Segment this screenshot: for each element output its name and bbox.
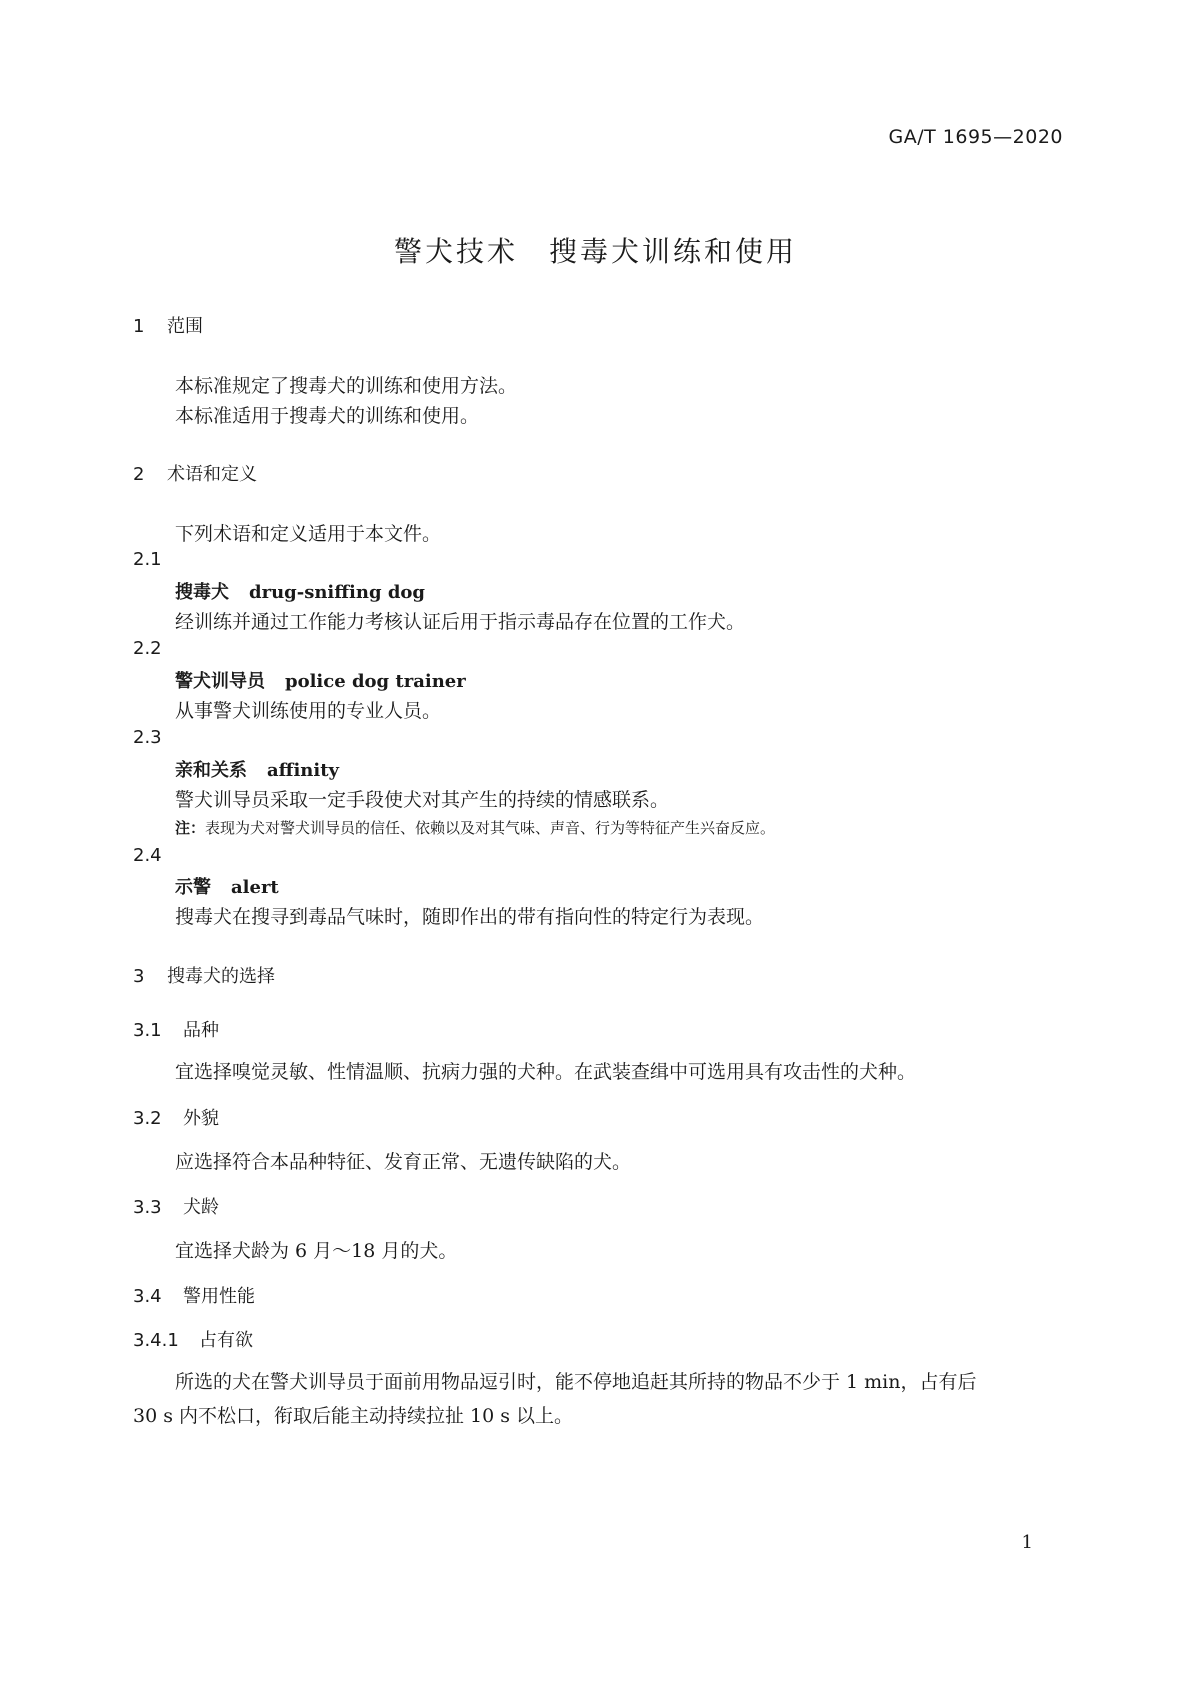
term-definition: 搜毒犬在搜寻到毒品气味时，随即作出的带有指向性的特定行为表现。 [175, 906, 765, 928]
term-entry [175, 756, 339, 782]
term-number: 2.4 [133, 845, 162, 866]
subsubsection-heading [133, 1326, 253, 1352]
paragraph: 下列术语和定义适用于本文件。 [175, 523, 442, 545]
section-number: 3 [133, 966, 145, 987]
subsection-number: 3.1 [133, 1020, 162, 1041]
standard-code: GA/T 1695—2020 [888, 126, 1063, 148]
document-title: 警犬技术 搜毒犬训练和使用 [393, 235, 797, 268]
subsection-title: 品种 [183, 1020, 219, 1041]
subsection-number: 3.2 [133, 1108, 162, 1129]
term-zh: 警犬训导员 [175, 671, 265, 692]
subsection-heading [133, 1104, 219, 1130]
paragraph: 宜选择嗅觉灵敏、性情温顺、抗病力强的犬种。在武装查缉中可选用具有攻击性的犬种。 [175, 1061, 917, 1083]
term-en: police dog trainer [285, 671, 466, 692]
term-entry [175, 667, 466, 693]
subsection-title: 警用性能 [183, 1286, 255, 1307]
term-zh: 示警 [175, 877, 211, 898]
term-number: 2.3 [133, 727, 162, 748]
page-number: 1 [1021, 1532, 1033, 1553]
paragraph: 本标准适用于搜毒犬的训练和使用。 [175, 405, 480, 427]
subsection-number: 3.3 [133, 1197, 162, 1218]
term-number: 2.1 [133, 549, 162, 570]
subsection-heading [133, 1193, 219, 1219]
term-note [175, 817, 775, 838]
term-definition: 经训练并通过工作能力考核认证后用于指示毒品存在位置的工作犬。 [175, 611, 746, 633]
section-title: 搜毒犬的选择 [167, 966, 275, 987]
section-number: 1 [133, 316, 145, 337]
term-entry [175, 578, 425, 604]
subsection-title: 外貌 [183, 1108, 219, 1129]
subsection-heading [133, 1282, 255, 1308]
paragraph: 宜选择犬龄为 6 月～18 月的犬。 [175, 1240, 458, 1262]
section-number: 2 [133, 464, 145, 485]
term-number: 2.2 [133, 638, 162, 659]
paragraph-line: 30 s 内不松口，衔取后能主动持续拉扯 10 s 以上。 [133, 1405, 574, 1427]
note-text: 表现为犬对警犬训导员的信任、依赖以及对其气味、声音、行为等特征产生兴奋反应。 [205, 819, 776, 837]
subsubsection-title: 占有欲 [199, 1330, 253, 1351]
paragraph: 本标准规定了搜毒犬的训练和使用方法。 [175, 375, 518, 397]
paragraph: 应选择符合本品种特征、发育正常、无遗传缺陷的犬。 [175, 1151, 632, 1173]
note-label: 注： [175, 819, 206, 837]
section-title: 范围 [167, 316, 203, 337]
section-1-heading [133, 312, 203, 338]
section-3-heading [133, 962, 275, 988]
term-definition: 从事警犬训练使用的专业人员。 [175, 700, 442, 722]
section-2-heading [133, 460, 257, 486]
term-definition: 警犬训导员采取一定手段使犬对其产生的持续的情感联系。 [175, 789, 670, 811]
subsection-heading [133, 1016, 219, 1042]
subsubsection-number: 3.4.1 [133, 1330, 179, 1351]
term-en: alert [231, 877, 279, 898]
term-entry [175, 873, 279, 899]
subsection-number: 3.4 [133, 1286, 162, 1307]
paragraph-line: 所选的犬在警犬训导员于面前用物品逗引时，能不停地追赶其所持的物品不少于 1 min，占有后 [175, 1371, 977, 1393]
term-zh: 亲和关系 [175, 760, 247, 781]
term-zh: 搜毒犬 [175, 582, 229, 603]
term-en: drug-sniffing dog [249, 582, 426, 603]
subsection-title: 犬龄 [183, 1197, 219, 1218]
section-title: 术语和定义 [167, 464, 257, 485]
term-en: affinity [267, 760, 339, 781]
